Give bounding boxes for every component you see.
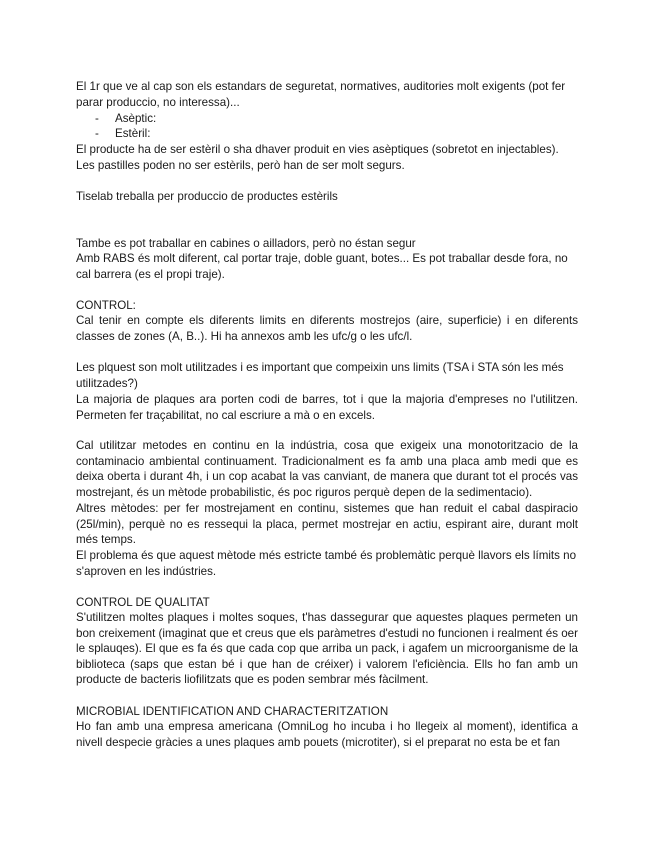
quality-paragraph: S'utilitzen moltes plaques i moltes soques, t'has dassegurar que aquestes plaques permeten un bon creixement (imaginat que et creus que els paràmetres d'estudi no funcionen i realment és oer le splauqes). El que es fa és que cada cop que arriba un pack, i agafem un microorganisme de la biblioteca (saps que estan bé i que han de créixer) i valorem l'eficiència. Ells ho fan amb un producte de bacteris liofilitzats que es poden sembrar més fàcilment. bbox=[76, 611, 578, 687]
control-heading: CONTROL: bbox=[76, 299, 136, 312]
bullet-text: Estèril: bbox=[115, 127, 151, 140]
tiselab-paragraph: Tiselab treballa per produccio de productes estèrils bbox=[76, 190, 338, 203]
control-limits-paragraph: Cal tenir en compte els diferents limits en diferents mostrejos (aire, superficie) i en diferents classes de zones (A, B..). Hi ha annexos amb les ufc/g o les ufc/l. bbox=[76, 314, 578, 343]
other-methods-paragraph: Altres mètodes: per fer mostrejament en continu, sistemes que han reduit el cabal daspiracio (25l/min), perquè no es ressequi la placa, permet mostrejar en actiu, espirant aire, durant molt més temps. bbox=[76, 502, 578, 547]
microbial-heading: MICROBIAL IDENTIFICATION AND CHARACTERITZATION bbox=[76, 705, 389, 718]
plates-paragraph: Les plquest son molt utilitzades i es important que compeixin uns limits (TSA i STA són les més utilitzades?) bbox=[76, 361, 564, 390]
bullet-esteril bbox=[95, 126, 150, 142]
continuous-methods-paragraph: Cal utilitzar metodes en continu en la indústria, cosa que exigeix una monotoritzacio de la contaminacio ambiental continuament. Tradicionalment es fa amb una placa amb medi que es deixa oberta i durant 4h, i un cop acabat la vas canviant, de manera que durant tot el procés vas mostrejant, és un mètode probabilistic, és poc riguros perquè depen de la sedimentacio). bbox=[76, 439, 578, 499]
rabs-paragraph: Amb RABS és molt diferent, cal portar traje, doble guant, botes... Es pot traballar desde fora, no cal barrera (es el propi traje). bbox=[76, 252, 568, 281]
sterile-paragraph: El producte ha de ser estèril o sha dhaver produit en vies asèptiques (sobretot en injectables). Les pastilles poden no ser estèrils, però han de ser molt segurs. bbox=[76, 143, 559, 172]
cabinets-line: Tambe es pot traballar en cabines o ailladors, però no éstan segur bbox=[76, 237, 416, 250]
bullet-aseptic bbox=[95, 111, 156, 127]
intro-paragraph: El 1r que ve al cap son els estandars de seguretat, normatives, auditories molt exigents (pot fer parar produccio, no interessa)... bbox=[76, 80, 566, 109]
microbial-paragraph: Ho fan amb una empresa americana (OmniLog ho incuba i ho llegeix al moment), identifica a nivell despecie gràcies a unes plaques amb pouets (microtiter), si el preparat no esta be et fan bbox=[76, 720, 578, 749]
quality-heading: CONTROL DE QUALITAT bbox=[76, 596, 210, 609]
bullet-text: Asèptic: bbox=[115, 112, 157, 125]
problem-paragraph: El problema és que aquest mètode més estricte també és problemàtic perquè llavors els límits no s'aproven en les indústries. bbox=[76, 549, 577, 578]
bullet-dash: - bbox=[95, 127, 99, 140]
bullet-dash: - bbox=[95, 112, 99, 125]
barcodes-paragraph: La majoria de plaques ara porten codi de barres, tot i que la majoria d'empreses no l'utilitzen. Permeten fer traçabilitat, no cal escriure a mà o en excels. bbox=[76, 393, 578, 422]
